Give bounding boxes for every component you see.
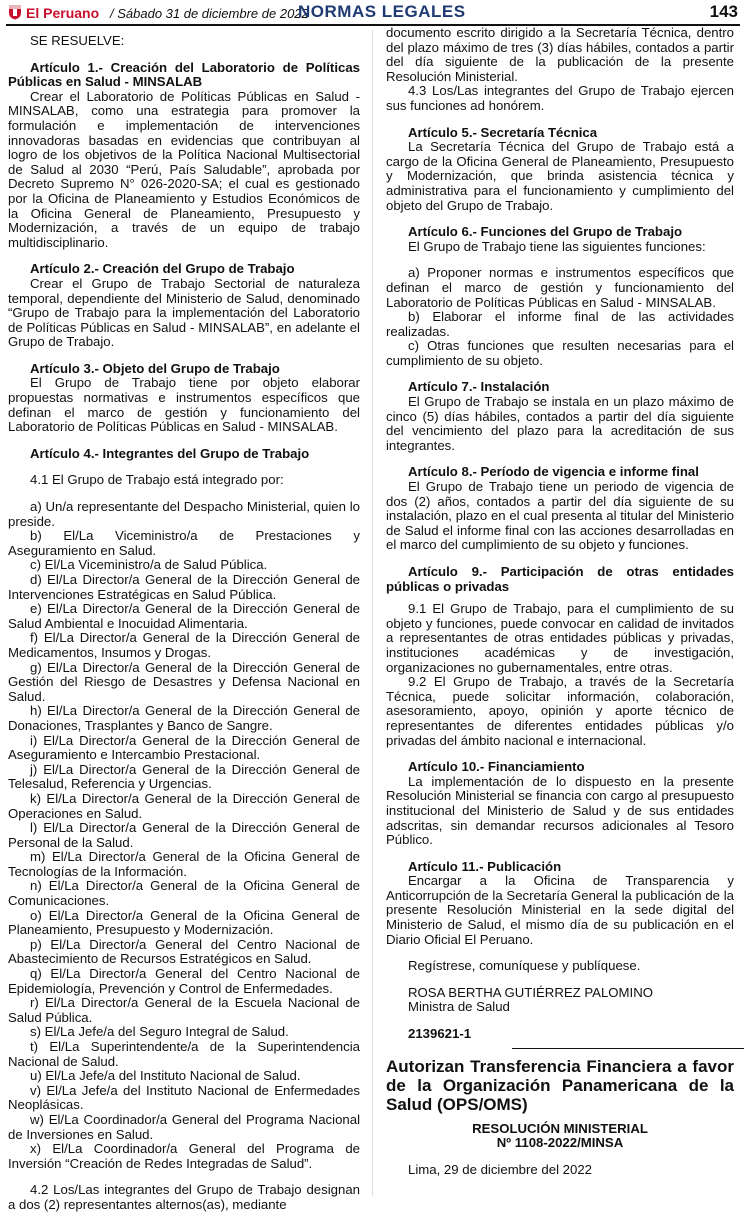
article-2-text: Crear el Grupo de Trabajo Sectorial de naturaleza temporal, dependiente del Ministerio de Salud, denominado “Grupo de Trabajo para la implementación del Laboratorio de Políticas Públicas en Salud - MINSALAB”, en adelante el Grupo de Trabajo. xyxy=(8,275,360,350)
column-divider xyxy=(372,30,373,1196)
article-10-text: La implementación de lo dispuesto en la presente Resolución Ministerial se financia con cargo al presupuesto institucional del Ministerio de Salud y de sus entidades adscritas, sin demandar recursos adicionales al Tesoro Público. xyxy=(386,773,734,848)
article-3-text: El Grupo de Trabajo tiene por objeto elaborar propuestas normativas e instrumentos específicos que definan el marco de gestión y funcionamiento del Laboratorio de Políticas Públicas en Salud - MINSALAB. xyxy=(8,375,360,435)
right-column xyxy=(386,26,734,1177)
list-item: j) El/La Director/a General de la Dirección General de Telesalud, Referencia y Urgencias. xyxy=(8,761,360,792)
signer-title: Ministra de Salud xyxy=(408,999,510,1015)
article-5-title: Artículo 5.- Secretaría Técnica xyxy=(408,124,598,140)
list-item: p) El/La Director/a General del Centro Nacional de Abastecimiento de Recursos Estratégicos en Salud. xyxy=(8,936,360,967)
list-item: q) El/La Director/a General del Centro Nacional de Epidemiología, Prevención y Control de Enfermedades. xyxy=(8,966,360,996)
continued-text: documento escrito dirigido a la Secretaría Técnica, dentro del plazo máximo de tres (3) días hábiles, contados a partir del día siguiente de la publicación de la presente Resolución Ministerial. xyxy=(386,25,734,84)
list-item: l) El/La Director/a General de la Dirección General de Personal de la Salud. xyxy=(8,820,360,850)
article-7-text: El Grupo de Trabajo se instala en un plazo máximo de cinco (5) días hábiles, contados a partir del día siguiente del vencimiento del plazo para la acreditación de sus integrantes. xyxy=(386,394,734,453)
page-number: 143 xyxy=(709,2,738,21)
list-item: o) El/La Director/a General de la Oficina General de Planeamiento, Presupuesto y Modernización. xyxy=(8,907,360,938)
section-rule xyxy=(512,1048,744,1049)
se-resuelve: SE RESUELVE: xyxy=(30,33,125,48)
list-item: m) El/La Director/a General de la Oficina General de Tecnologías de la Información. xyxy=(8,849,360,879)
article-5-text: La Secretaría Técnica del Grupo de Trabajo está a cargo de la Oficina General de Planeamiento, Presupuesto y Modernización, que brinda asistencia técnica y administrativa para el funcionamiento y cumplimiento del objeto del Grupo de Trabajo. xyxy=(386,139,734,213)
place-date: Lima, 29 de diciembre del 2022 xyxy=(408,1161,593,1177)
article-6-item-c: c) Otras funciones que resulten necesarias para el cumplimiento de su objeto. xyxy=(386,338,734,368)
newspaper-name: El Peruano xyxy=(26,5,100,21)
publication-code: 2139621-1 xyxy=(408,1026,472,1042)
new-resolution-title: Autorizan Transferencia Financiera a favor de la Organización Panamericana de la Salud (OPS/OMS) xyxy=(386,1056,734,1114)
list-item: g) El/La Director/a General de la Dirección General de Gestión del Riesgo de Desastres y Defensa Nacional en Salud. xyxy=(8,659,360,704)
article-4-title: Artículo 4.- Integrantes del Grupo de Trabajo xyxy=(30,445,310,461)
article-6-title: Artículo 6.- Funciones del Grupo de Trabajo xyxy=(408,224,683,240)
article-11-text: Encargar a la Oficina de Transparencia y Anticorrupción de la Secretaría General la publicación de la presente Resolución Ministerial en la sede digital del Ministerio de Salud, el mismo día de su publicación en el Diario Oficial El Peruano. xyxy=(386,873,734,947)
list-item: e) El/La Director/a General de la Dirección General de Salud Ambiental e Inocuidad Alimentaria. xyxy=(8,601,360,631)
article-9-title: Artículo 9.- Participación de otras entidades públicas o privadas xyxy=(386,564,734,594)
list-item: u) El/La Jefe/a del Instituto Nacional de Salud. xyxy=(30,1068,301,1084)
list-item: i) El/La Director/a General de la Dirección General de Aseguramiento e Intercambio Prestacional. xyxy=(8,732,360,763)
article-6-intro: El Grupo de Trabajo tiene las siguientes funciones: xyxy=(408,238,706,254)
list-item: b) El/La Viceministro/a de Prestaciones y Aseguramiento en Salud. xyxy=(8,528,360,558)
article-6-item-a: a) Proponer normas e instrumentos específicos que definan el marco de gestión y funcionamiento del Laboratorio de Políticas Públicas en Salud - MINSALAB. xyxy=(386,265,734,310)
list-item: s) El/La Jefe/a del Seguro Integral de Salud. xyxy=(30,1024,289,1040)
list-item: k) El/La Director/a General de la Dirección General de Operaciones en Salud. xyxy=(8,790,360,821)
article-4-2: 4.2 Los/Las integrantes del Grupo de Trabajo designan a dos (2) representantes alternos(as), mediante xyxy=(8,1182,360,1212)
left-column xyxy=(8,34,360,1213)
members-list xyxy=(8,500,360,1171)
list-item: v) El/La Jefe/a del Instituto Nacional de Enfermedades Neoplásicas. xyxy=(8,1082,360,1113)
list-item: w) El/La Coordinador/a General del Programa Nacional de Inversiones en Salud. xyxy=(8,1111,360,1142)
list-item: r) El/La Director/a General de la Escuela Nacional de Salud Pública. xyxy=(8,995,360,1025)
article-6-item-b: b) Elaborar el informe final de las actividades realizadas. xyxy=(386,309,734,339)
list-item: x) El/La Coordinador/a General del Programa de Inversión “Creación de Redes Integradas de Salud”. xyxy=(8,1141,360,1171)
article-11-title: Artículo 11.- Publicación xyxy=(408,858,562,874)
list-item: f) El/La Director/a General de la Dirección General de Medicamentos, Insumos y Drogas. xyxy=(8,630,360,660)
article-10-title: Artículo 10.- Financiamiento xyxy=(408,759,585,775)
article-9-2: 9.2 El Grupo de Trabajo, a través de la Secretaría Técnica, puede solicitar información, colaboración, asesoramiento, apoyo, opinión y aporte técnico de representantes de diferentes entidades públicas y/o privadas del ámbito nacional e internacional. xyxy=(386,674,734,748)
article-1-text: Crear el Laboratorio de Políticas Públicas en Salud - MINSALAB, como una estrategia para promover la formulación e implementación de intervenciones innovadoras basadas en evidencias que contribuyan al logro de los objetivos de la Política Nacional Multisectorial de Salud al 2030 “Perú, País Saludable”, aprobada por Decreto Supremo N° 026-2020-SA; el cual es gestionado por la Oficina de Planeamiento y Estudios Económicos de la Oficina General de Planeamiento, Presupuesto y Modernización, a través de un equipo de trabajo multidisciplinario. xyxy=(8,88,360,250)
article-8-text: El Grupo de Trabajo tiene un periodo de vigencia de dos (2) años, contados a partir del día siguiente de su instalación, plazo en el cual presenta al titular del Ministerio de Salud el informe final con las acciones desarrolladas en el marco del cumplimiento de su objeto y funciones. xyxy=(386,479,734,553)
signer-name: ROSA BERTHA GUTIÉRREZ PALOMINO xyxy=(408,984,653,1000)
article-8-title: Artículo 8.- Período de vigencia e informe final xyxy=(408,464,699,480)
list-item: h) El/La Director/a General de la Dirección General de Donaciones, Trasplantes y Banco de Sangre. xyxy=(8,703,360,733)
article-4-3: 4.3 Los/Las integrantes del Grupo de Trabajo ejercen sus funciones ad honórem. xyxy=(386,83,734,113)
list-item: a) Un/a representante del Despacho Ministerial, quien lo preside. xyxy=(8,499,360,529)
list-item: d) El/La Director/a General de la Dirección General de Intervenciones Estratégicas en Salud Pública. xyxy=(8,572,360,602)
article-4-intro: 4.1 El Grupo de Trabajo está integrado por: xyxy=(30,472,284,488)
article-1-title: Artículo 1.- Creación del Laboratorio de Políticas Públicas en Salud - MINSALAB xyxy=(8,59,360,90)
article-3-title: Artículo 3.- Objeto del Grupo de Trabajo xyxy=(30,360,280,376)
article-2-title: Artículo 2.- Creación del Grupo de Trabajo xyxy=(30,261,295,277)
issue-date: / Sábado 31 de diciembre de 2022 xyxy=(110,6,309,21)
resolution-label: RESOLUCIÓN MINISTERIAL xyxy=(472,1120,648,1136)
resolution-number: Nº 1108-2022/MINSA xyxy=(496,1135,624,1151)
page-header xyxy=(6,2,740,26)
article-7-title: Artículo 7.- Instalación xyxy=(408,379,550,395)
list-item: t) El/La Superintendente/a de la Superintendencia Nacional de Salud. xyxy=(8,1039,360,1069)
section-title: NORMAS LEGALES xyxy=(298,2,466,21)
peru-coat-of-arms-icon xyxy=(8,4,22,20)
closing-formula: Regístrese, comuníquese y publíquese. xyxy=(408,958,641,974)
list-item: c) El/La Viceministro/a de Salud Pública. xyxy=(30,557,268,573)
list-item: n) El/La Director/a General de la Oficina General de Comunicaciones. xyxy=(8,878,360,909)
article-9-1: 9.1 El Grupo de Trabajo, para el cumplimiento de su objeto y funciones, puede convocar en calidad de invitados a representantes de otras entidades públicas y privadas, instituciones académicas y de investigación, organizaciones no gubernamentales, entre otras. xyxy=(386,601,734,675)
